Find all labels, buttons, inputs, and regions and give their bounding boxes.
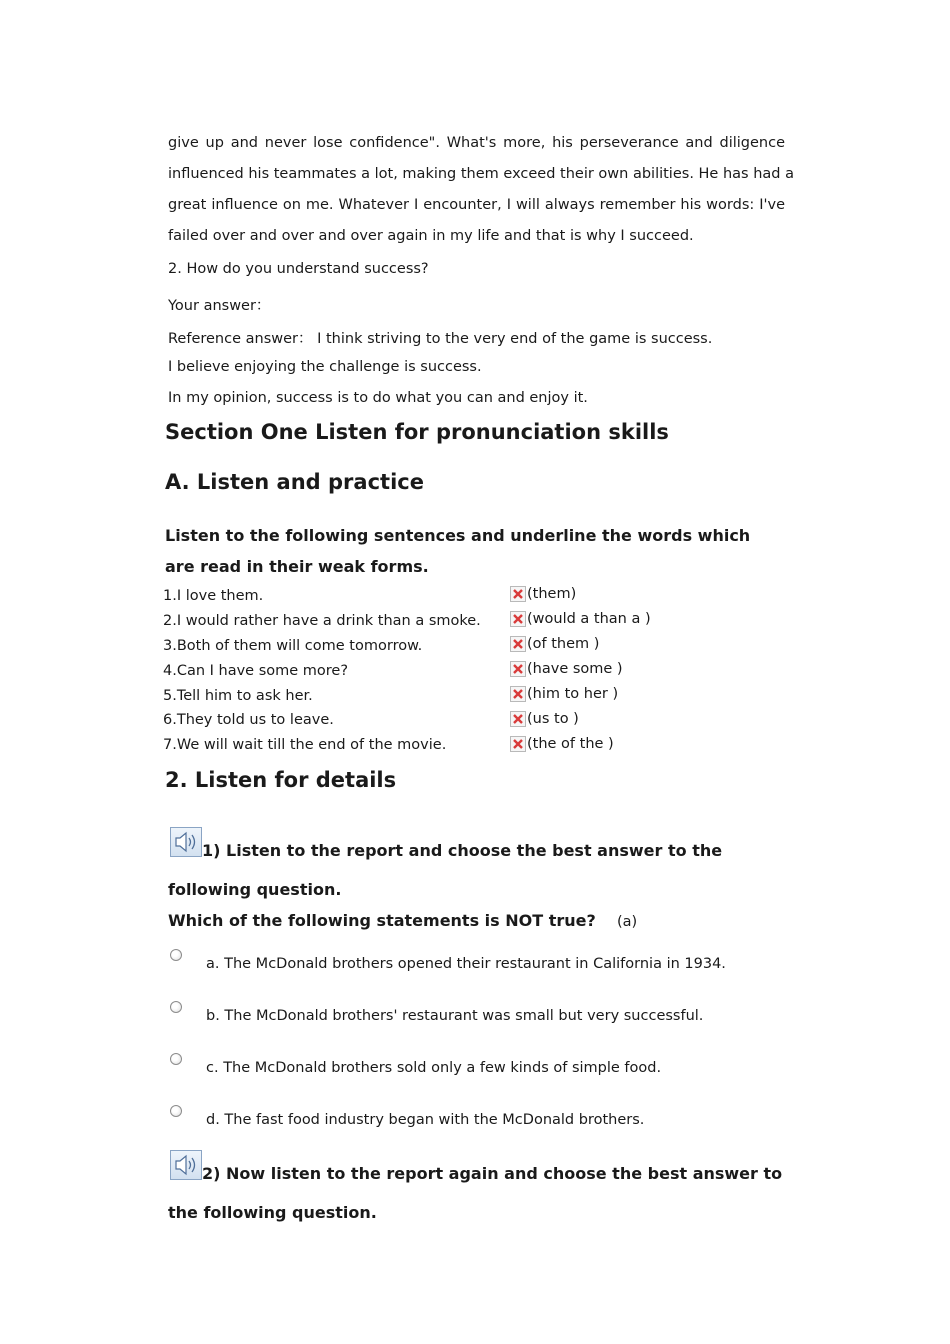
- answer-text: (have some ): [527, 661, 623, 677]
- sentence-item: 5.Tell him to ask her.: [163, 688, 313, 704]
- reference-answer-line: I believe enjoying the challenge is success.: [168, 359, 482, 375]
- sentence-item: 6.They told us to leave.: [163, 712, 334, 728]
- answer-item: [510, 661, 623, 677]
- instruction-line: Listen to the following sentences and underline the words which: [165, 526, 751, 545]
- intro-line: influenced his teammates a lot, making them exceed their own abilities. He has had a: [168, 166, 794, 182]
- question-1-line: 1) Listen to the report and choose the best answer to the: [202, 841, 723, 860]
- section-one-title: Section One Listen for pronunciation skills: [165, 420, 669, 444]
- question-2: 2. How do you understand success?: [168, 261, 429, 277]
- answer-text: (him to her ): [527, 686, 619, 702]
- question-1-prompt: Which of the following statements is NOT true?: [168, 911, 596, 930]
- sentence-item: 2.I would rather have a drink than a smoke.: [163, 613, 481, 629]
- answer-item: [510, 736, 614, 752]
- your-answer-label: Your answer：: [168, 298, 271, 314]
- option-d: d. The fast food industry began with the McDonald brothers.: [206, 1112, 645, 1128]
- question-1-answer: (a): [617, 914, 638, 930]
- radio-icon[interactable]: [170, 1105, 182, 1117]
- intro-line: give up and never lose confidence". What's more, his perseverance and diligence: [168, 135, 785, 151]
- radio-icon[interactable]: [170, 1001, 182, 1013]
- option-b: b. The McDonald brothers' restaurant was small but very successful.: [206, 1008, 704, 1024]
- answer-item: [510, 686, 618, 702]
- speaker-icon[interactable]: [170, 827, 202, 857]
- broken-image-icon: [510, 661, 526, 677]
- question-2-line: 2) Now listen to the report again and choose the best answer to: [202, 1164, 783, 1183]
- answer-text: (us to ): [527, 711, 579, 727]
- answer-text: (would a than a ): [527, 611, 651, 627]
- reference-answer-line: In my opinion, success is to do what you can and enjoy it.: [168, 390, 588, 406]
- intro-line: great influence on me. Whatever I encounter, I will always remember his words: I've: [168, 197, 785, 213]
- reference-answer: Reference answer： I think striving to the very end of the game is success.: [168, 331, 713, 347]
- answer-item: [510, 611, 651, 627]
- answer-item: [510, 636, 599, 652]
- answer-item: [510, 711, 579, 727]
- intro-line: failed over and over and over again in my life and that is why I succeed.: [168, 228, 694, 244]
- intro-paragraph: [168, 128, 794, 252]
- broken-image-icon: [510, 611, 526, 627]
- instruction-line: are read in their weak forms.: [165, 557, 429, 576]
- broken-image-icon: [510, 636, 526, 652]
- subsection-a-title: A. Listen and practice: [165, 470, 424, 494]
- sentence-item: 3.Both of them will come tomorrow.: [163, 638, 423, 654]
- option-a: a. The McDonald brothers opened their restaurant in California in 1934.: [206, 956, 726, 972]
- answer-text: (them): [527, 586, 577, 602]
- section-two-title: 2. Listen for details: [165, 768, 397, 792]
- radio-icon[interactable]: [170, 1053, 182, 1065]
- question-2-line: the following question.: [168, 1203, 377, 1222]
- question-1-line: following question.: [168, 880, 342, 899]
- option-c: c. The McDonald brothers sold only a few kinds of simple food.: [206, 1060, 662, 1076]
- radio-icon[interactable]: [170, 949, 182, 961]
- answer-text: (of them ): [527, 636, 600, 652]
- broken-image-icon: [510, 736, 526, 752]
- answer-text: (the of the ): [527, 736, 614, 752]
- broken-image-icon: [510, 711, 526, 727]
- broken-image-icon: [510, 686, 526, 702]
- sentence-item: 1.I love them.: [163, 588, 264, 604]
- sentence-item: 7.We will wait till the end of the movie.: [163, 737, 447, 753]
- answer-item: [510, 586, 576, 602]
- broken-image-icon: [510, 586, 526, 602]
- speaker-icon[interactable]: [170, 1150, 202, 1180]
- sentence-item: 4.Can I have some more?: [163, 663, 349, 679]
